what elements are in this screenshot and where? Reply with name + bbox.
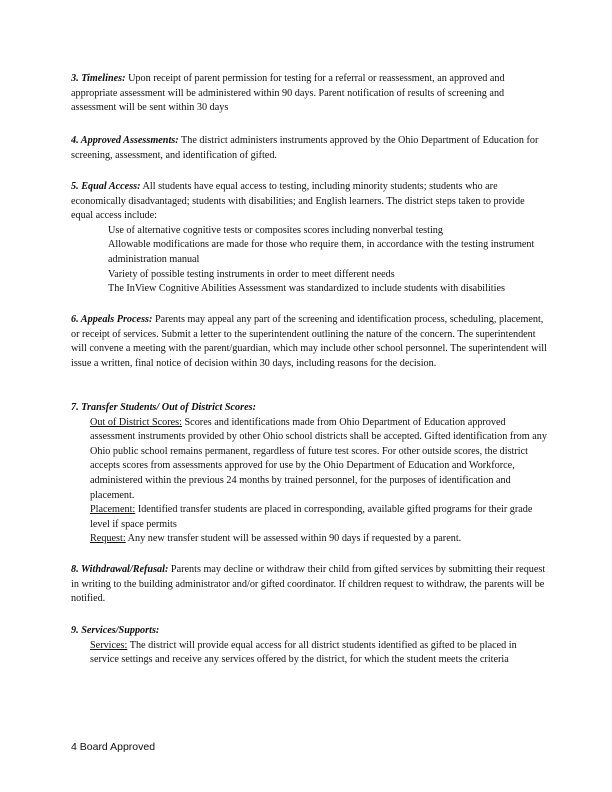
sub-text: Scores and identifications made from Ohio Department of Education approved assessment instruments provided by other Ohio school districts shall be accepted. Gifted identification from any Ohio public school remains permanent, regardless of future test scores. For other outside scores, the district accepts scores from assessments approved for use by the Ohio Department of Education and Workforce, administered within the previous 24 months by trained personnel, for the purposes of identification and placement.	[90, 416, 547, 501]
sub-label: Placement:	[90, 504, 136, 516]
placement	[90, 503, 547, 532]
sub-label: Request:	[90, 533, 126, 545]
section-timelines	[71, 72, 547, 116]
request	[90, 532, 547, 547]
section-text: The district administers instruments approved by the Ohio Department of Education for screening, assessment, and identification of gifted.	[71, 135, 539, 161]
section-text: All students have equal access to testing, including minority students; students who are economically disadvantaged; students with disabilities; and English learners. The district steps taken to provide equal access include:	[71, 181, 525, 222]
section-appeals-process	[71, 313, 547, 371]
section-services-supports	[71, 624, 547, 668]
section-transfer-students	[71, 401, 547, 547]
section-equal-access	[71, 180, 547, 297]
section-approved-assessments	[71, 134, 547, 163]
section-heading: 6. Appeals Process:	[71, 314, 153, 325]
list-item: Variety of possible testing instruments in order to meet different needs	[108, 268, 395, 280]
out-of-district-scores	[90, 416, 547, 504]
list-item: Allowable modifications are made for those who require them, in accordance with the testing instrument administration manual	[108, 239, 535, 265]
section-heading: 5. Equal Access:	[71, 181, 141, 192]
page-footer: 4 Board Approved	[71, 741, 156, 753]
sub-text: Identified transfer students are placed in corresponding, available gifted programs for their grade level if space permits	[90, 504, 533, 530]
section-text: Parents may decline or withdraw their child from gifted services by submitting their request in writing to the building administrator and/or gifted coordinator. If children request to withdraw, the parents will be notified.	[71, 564, 546, 605]
section-heading: 8. Withdrawal/Refusal:	[71, 564, 169, 575]
section-text: Parents may appeal any part of the screening and identification process, scheduling, placement, or receipt of services. Submit a letter to the superintendent outlining the nature of the concern. The superintendent will convene a meeting with the parent/guardian, which may include other school personnel. The superintendent will issue a written, final notice of decision within 30 days, including reasons for the decision.	[71, 314, 547, 369]
sub-label: Out of District Scores:	[90, 416, 182, 428]
section-heading: 9. Services/Supports:	[71, 625, 160, 636]
equal-access-list	[108, 224, 547, 297]
section-heading: 7. Transfer Students/ Out of District Scores:	[71, 402, 256, 413]
list-item: Use of alternative cognitive tests or composites scores including nonverbal testing	[108, 224, 443, 236]
section-heading: 3. Timelines:	[71, 73, 126, 84]
services	[90, 639, 547, 668]
sub-label: Services:	[90, 639, 128, 651]
list-item: The InView Cognitive Abilities Assessment was standardized to include students with disabilities	[108, 283, 505, 295]
sub-text: Any new transfer student will be assessed within 90 days if requested by a parent.	[127, 533, 462, 545]
sub-text: The district will provide equal access for all district students identified as gifted to be placed in service settings and receive any services offered by the district, for which the student meets the criteria	[90, 639, 517, 666]
section-heading: 4. Approved Assessments:	[71, 135, 179, 146]
section-withdrawal-refusal	[71, 563, 547, 607]
section-text: Upon receipt of parent permission for testing for a referral or reassessment, an approved and appropriate assessment will be administered within 90 days. Parent notification of results of screening and assessment will be sent within 30 days	[71, 73, 505, 114]
